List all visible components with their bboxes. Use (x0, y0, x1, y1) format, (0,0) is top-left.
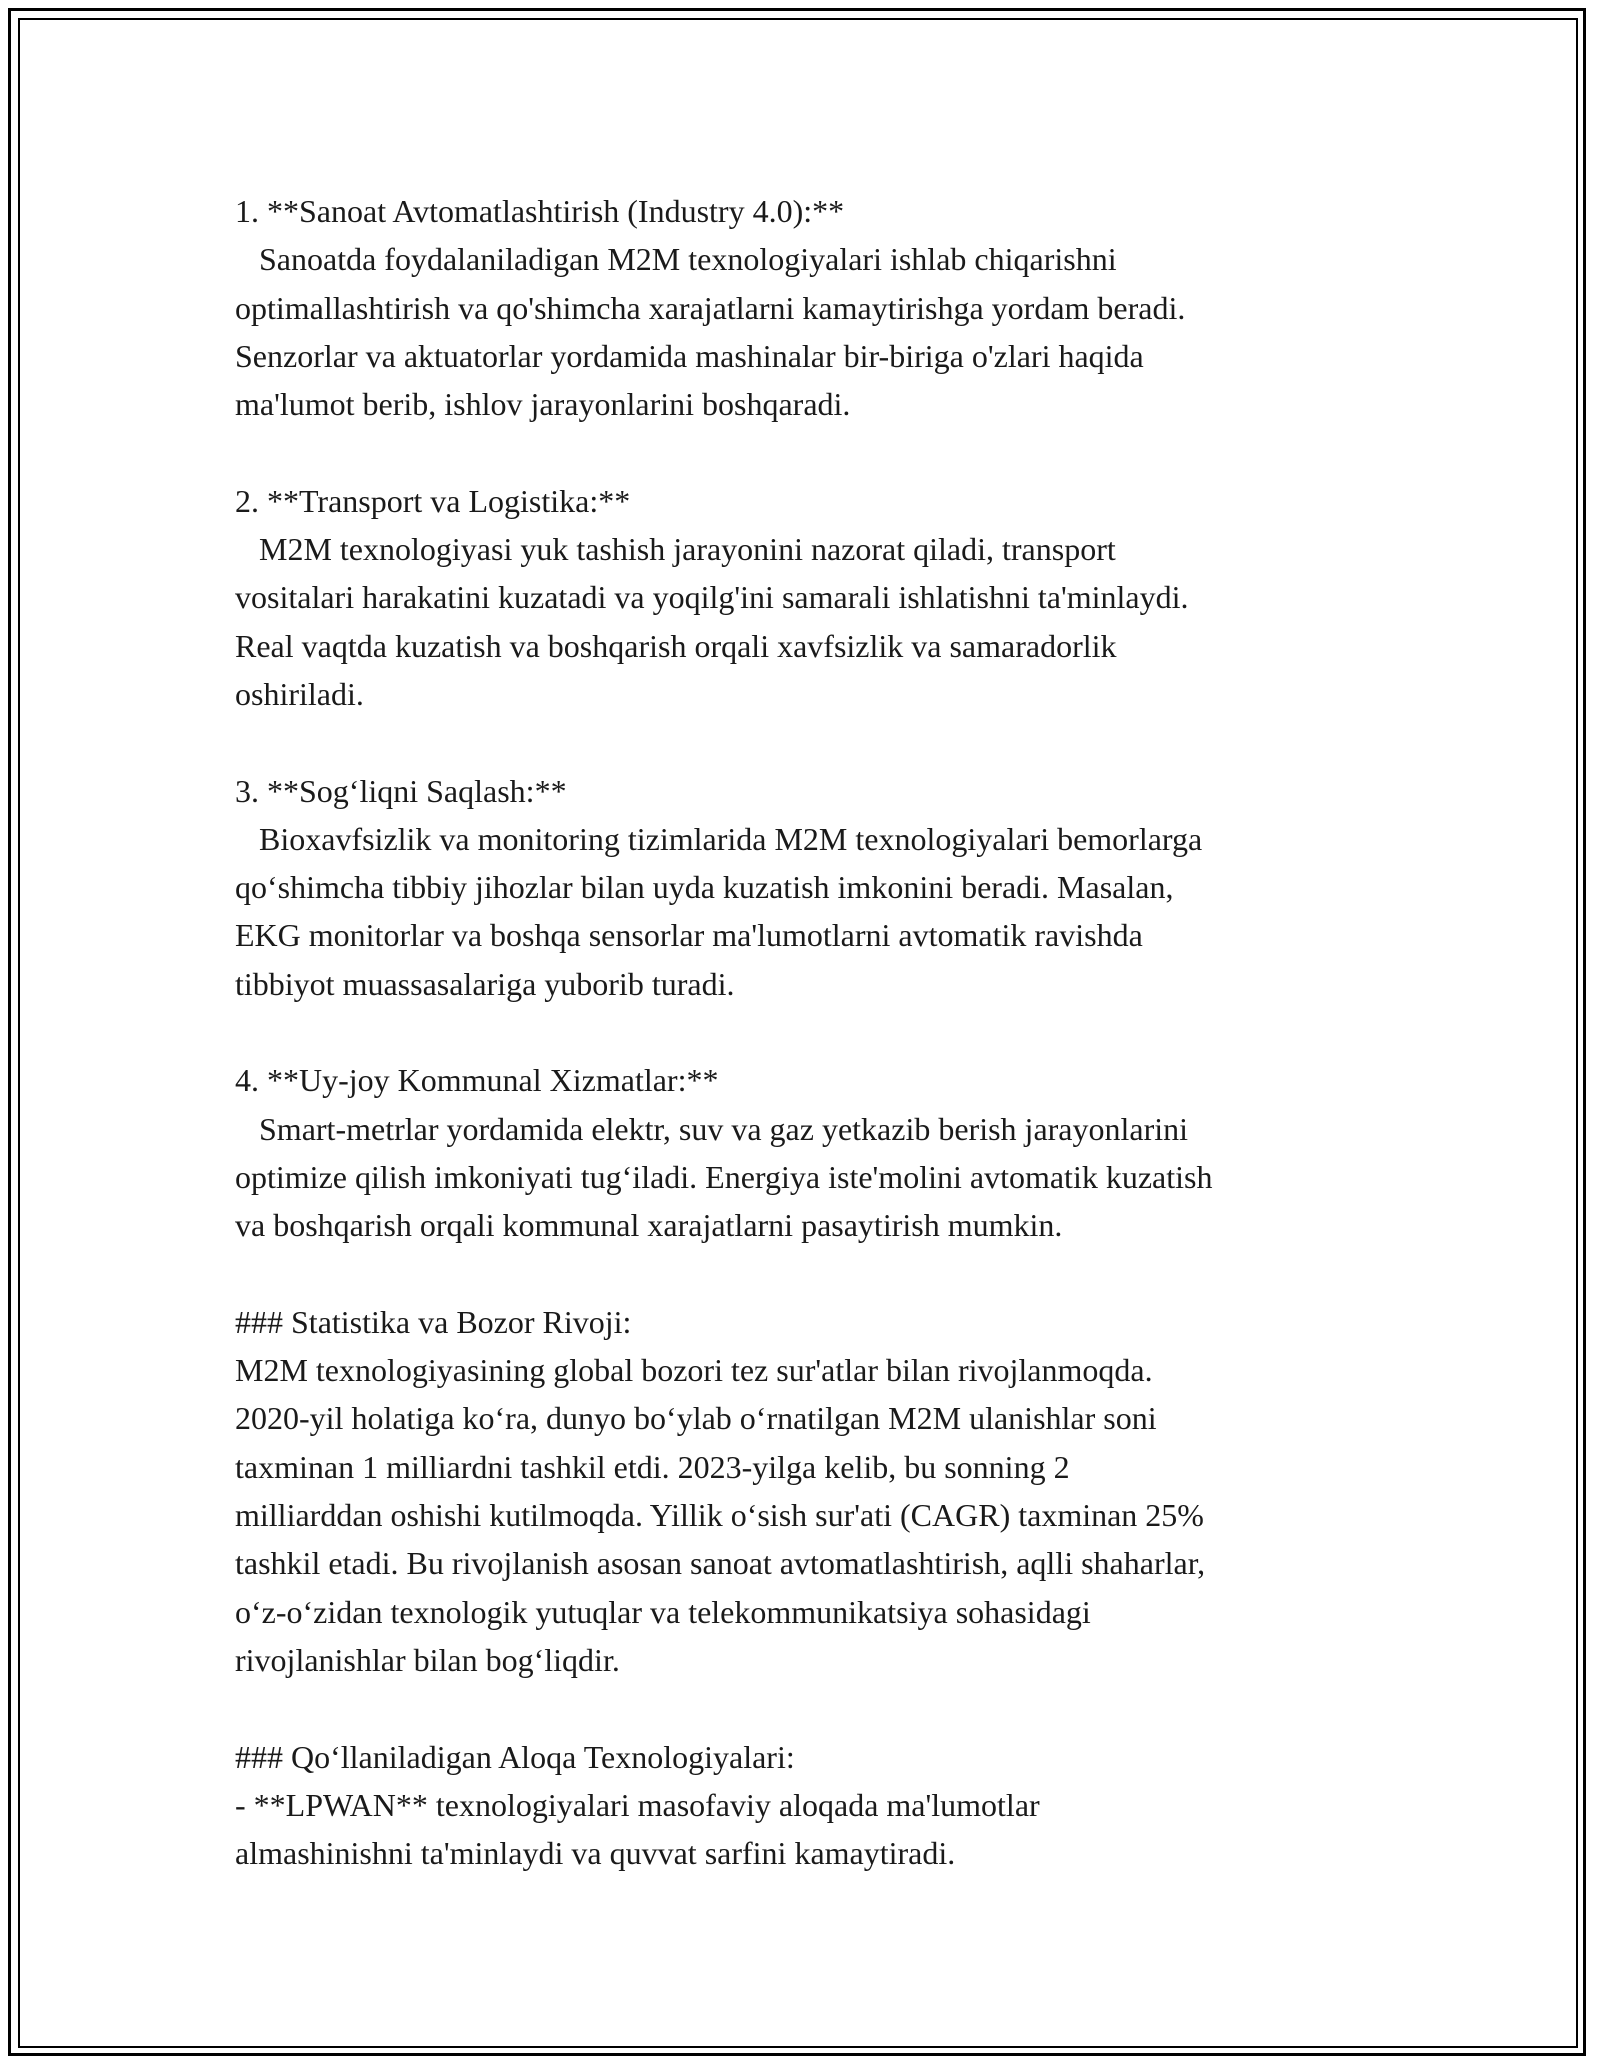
paragraph-line: ma'lumot berib, ishlov jarayonlarini boshqaradi. (235, 386, 851, 423)
section-utilities (235, 1056, 1395, 1249)
section-heading: ### Statistika va Bozor Rivoji: (235, 1303, 632, 1340)
section-heading: ### Qo‘llaniladigan Aloqa Texnologiyalari: (235, 1738, 795, 1775)
section-heading: 2. **Transport va Logistika:** (235, 482, 631, 519)
section-heading: 4. **Uy-joy Kommunal Xizmatlar:** (235, 1062, 719, 1099)
paragraph-line: almashinishni ta'minlaydi va quvvat sarfini kamaytiradi. (235, 1835, 956, 1872)
paragraph-line: va boshqarish orqali kommunal xarajatlarni pasaytirish mumkin. (235, 1207, 1063, 1244)
paragraph-line: optimallashtirish va qo'shimcha xarajatlarni kamaytirishga yordam beradi. (235, 289, 1186, 326)
paragraph-line: Real vaqtda kuzatish va boshqarish orqali xavfsizlik va samaradorlik (235, 627, 1117, 664)
paragraph-line: milliarddan oshishi kutilmoqda. Yillik o‘sish sur'ati (CAGR) taxminan 25% (235, 1497, 1204, 1534)
paragraph-line: oshiriladi. (235, 675, 364, 712)
paragraph-line: Bioxavfsizlik va monitoring tizimlarida M2M texnologiyalari bemorlarga (235, 820, 1203, 857)
paragraph-line: taxminan 1 milliardni tashkil etdi. 2023-yilga kelib, bu sonning 2 (235, 1448, 1070, 1485)
paragraph-line: tibbiyot muassasalariga yuborib turadi. (235, 965, 735, 1002)
document-body (235, 187, 1395, 1877)
paragraph-line: M2M texnologiyasining global bozori tez sur'atlar bilan rivojlanmoqda. (235, 1352, 1153, 1389)
section-statistics (235, 1298, 1395, 1684)
section-spacer (235, 1684, 1395, 1732)
paragraph-line: 2020-yil holatiga ko‘ra, dunyo bo‘ylab o‘rnatilgan M2M ulanishlar soni (235, 1400, 1157, 1437)
paragraph-line: M2M texnologiyasi yuk tashish jarayonini nazorat qiladi, transport (235, 531, 1116, 568)
section-industry (235, 187, 1395, 428)
paragraph-line: rivojlanishlar bilan bog‘liqdir. (235, 1641, 620, 1678)
section-spacer (235, 1250, 1395, 1298)
section-heading: 3. **Sog‘liqni Saqlash:** (235, 772, 567, 809)
paragraph-line: optimize qilish imkoniyati tug‘iladi. Energiya iste'molini avtomatik kuzatish (235, 1158, 1213, 1195)
paragraph-line: Sanoatda foydalaniladigan M2M texnologiyalari ishlab chiqarishni (235, 241, 1117, 278)
section-communication (235, 1733, 1395, 1878)
paragraph-line: o‘z-o‘zidan texnologik yutuqlar va telekommunikatsiya sohasidagi (235, 1593, 1091, 1630)
paragraph-line: Senzorlar va aktuatorlar yordamida mashinalar bir-biriga o'zlari haqida (235, 337, 1144, 374)
section-spacer (235, 718, 1395, 766)
paragraph-line: EKG monitorlar va boshqa sensorlar ma'lumotlarni avtomatik ravishda (235, 917, 1143, 954)
paragraph-line: qo‘shimcha tibbiy jihozlar bilan uyda kuzatish imkonini beradi. Masalan, (235, 869, 1174, 906)
paragraph-line: Smart-metrlar yordamida elektr, suv va gaz yetkazib berish jarayonlarini (235, 1110, 1189, 1147)
section-spacer (235, 428, 1395, 476)
section-health (235, 767, 1395, 1008)
section-transport (235, 477, 1395, 718)
section-spacer (235, 1008, 1395, 1056)
paragraph-line: tashkil etadi. Bu rivojlanish asosan sanoat avtomatlashtirish, aqlli shaharlar, (235, 1545, 1206, 1582)
paragraph-line: - **LPWAN** texnologiyalari masofaviy aloqada ma'lumotlar (235, 1786, 1040, 1823)
paragraph-line: vositalari harakatini kuzatadi va yoqilg'ini samarali ishlatishni ta'minlaydi. (235, 579, 1189, 616)
section-heading: 1. **Sanoat Avtomatlashtirish (Industry 4.0):** (235, 193, 845, 229)
